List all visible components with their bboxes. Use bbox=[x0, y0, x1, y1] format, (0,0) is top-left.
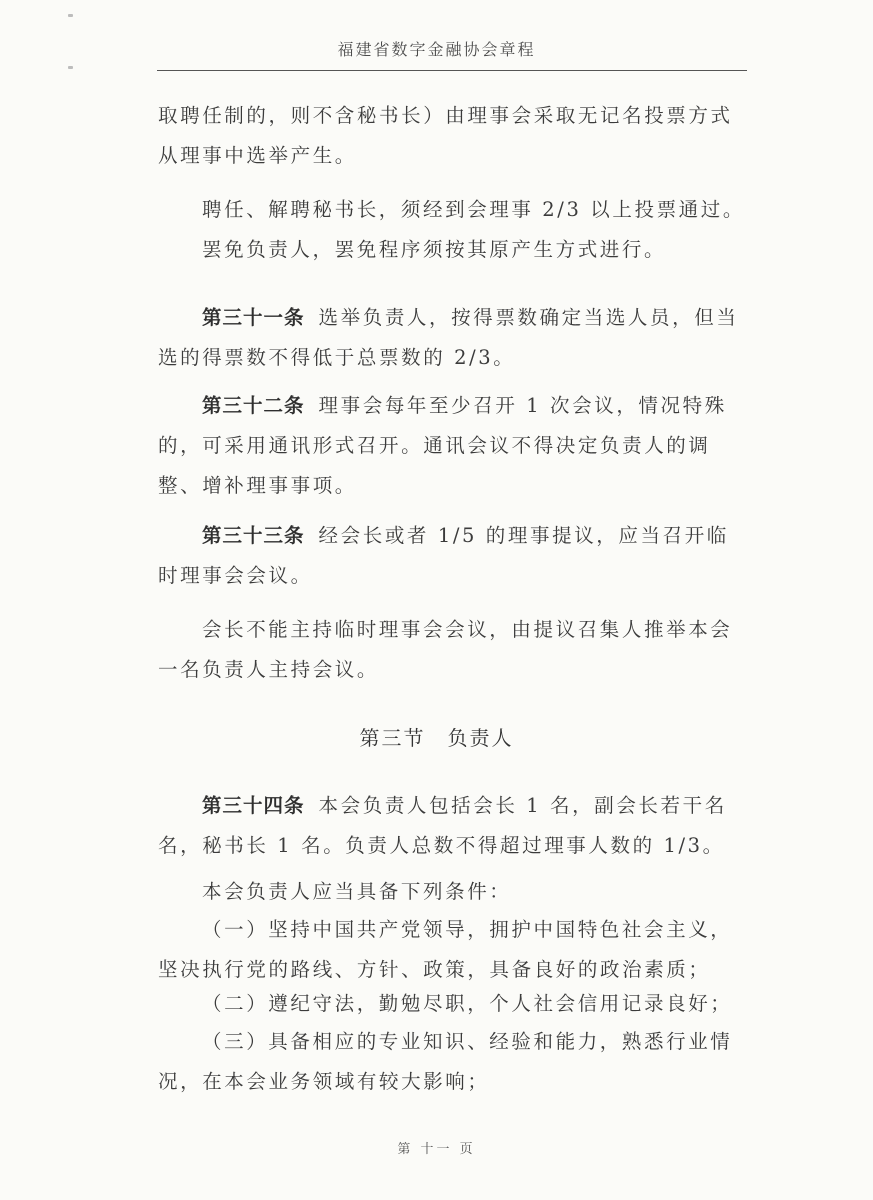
article-31-text: 选举负责人，按得票数确定当选人员，但当选的得票数不得低于总票数的 2/3。 bbox=[158, 306, 739, 369]
article-34-item-2: （二）遵纪守法，勤勉尽职，个人社会信用记录良好； bbox=[202, 992, 733, 1015]
document-header-title: 福建省数字金融协会章程 bbox=[337, 40, 536, 59]
article-34-label: 第三十四条 bbox=[202, 794, 305, 817]
paragraph-dismissal: 罢免负责人，罢免程序须按其原产生方式进行。 bbox=[202, 238, 667, 261]
article-33 bbox=[158, 516, 748, 596]
article-32 bbox=[158, 386, 748, 506]
article-33-paragraph: 会长不能主持临时理事会会议，由提议召集人推举本会一名负责人主持会议。 bbox=[158, 618, 733, 681]
article-31 bbox=[158, 298, 748, 378]
article-34-intro: 本会负责人应当具备下列条件： bbox=[202, 880, 512, 903]
paragraph-secretary-appointment: 聘任、解聘秘书长，须经到会理事 2/3 以上投票通过。 bbox=[202, 198, 745, 221]
section-name: 负责人 bbox=[447, 726, 514, 750]
article-32-text: 理事会每年至少召开 1 次会议，情况特殊的，可采用通讯形式召开。通讯会议不得决定负责人的调整、增补理事事项。 bbox=[158, 394, 727, 497]
article-32-label: 第三十二条 bbox=[202, 394, 305, 417]
article-31-label: 第三十一条 bbox=[202, 306, 305, 329]
article-33-label: 第三十三条 bbox=[202, 524, 305, 547]
section-title bbox=[0, 722, 873, 751]
scan-mark bbox=[68, 66, 73, 69]
article-34-item-1: （一）坚持中国共产党领导，拥护中国特色社会主义，坚决执行党的路线、方针、政策，具备良好的政治素质； bbox=[158, 918, 733, 981]
article-34-text: 本会负责人包括会长 1 名，副会长若干名名，秘书长 1 名。负责人总数不得超过理事人数的 1/3。 bbox=[158, 794, 727, 857]
section-number: 第三节 bbox=[359, 726, 426, 750]
paragraph-continuation: 取聘任制的，则不含秘书长）由理事会采取无记名投票方式从理事中选举产生。 bbox=[158, 104, 733, 167]
scan-mark bbox=[68, 14, 73, 17]
header-rule bbox=[157, 70, 747, 71]
article-33-text: 经会长或者 1/5 的理事提议，应当召开临时理事会会议。 bbox=[158, 524, 729, 587]
article-34-item-3: （三）具备相应的专业知识、经验和能力，熟悉行业情况，在本会业务领域有较大影响； bbox=[158, 1030, 733, 1093]
article-34 bbox=[158, 786, 748, 866]
page-number: 第 十一 页 bbox=[397, 1142, 476, 1157]
